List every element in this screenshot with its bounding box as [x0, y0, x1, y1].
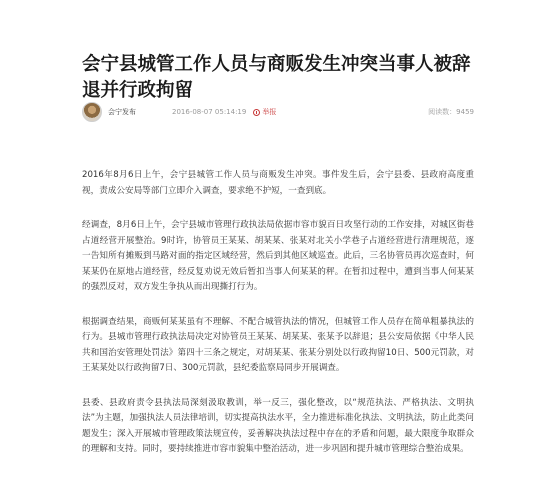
article-paragraph-2: 经调查，8月6日上午，会宁县城市管理行政执法局依据市容市貌百日攻坚行动的工作安排，对城区街巷占道经营开展整治。9时许，协管员王某某、胡某某、张某对北关小学巷子占道经营进行清理规范，逐一告知所有摊贩到马路对面的指定区域经营，然后到其他区域巡查。此后，三名协管员再次巡查时，何某某仍在原地占道经营，经反复劝说无效后暂扣当事人何某某的秤。在暂扣过程中，遭到当事人何某某的强烈反对，双方发生争执从而出现撕打行为。	[82, 220, 474, 292]
publish-date: 2016-08-07 05:14:19	[172, 108, 247, 116]
article-paragraph-1: 2016年8月6日上午，会宁县城管工作人员与商贩发生冲突。事件发生后，会宁县委、县政府高度重视，责成公安局等部门立即介入调查，要求绝不护短，一查到底。	[82, 170, 474, 196]
author-name[interactable]: 会宁发布	[108, 108, 136, 116]
report-link[interactable]	[253, 107, 276, 117]
view-count: 阅读数：9459	[428, 108, 474, 116]
article-paragraph-4: 县委、县政府责令县执法局深刻汲取教训，举一反三，强化整改，以“规范执法、严格执法、文明执法”为主题，加强执法人员法律培训，切实提高执法水平，全力推进标准化执法、文明执法，防止此类问题发生；深入开展城市管理政策法规宣传，妥善解决执法过程中存在的矛盾和问题，最大限度争取群众的理解和支持。同时，要持续推进市容市貌集中整治活动，进一步巩固和提升城市管理综合整治成果。	[82, 397, 474, 454]
author-avatar[interactable]	[82, 102, 102, 122]
article-meta	[82, 100, 474, 124]
article-body	[82, 168, 474, 458]
article-paragraph-3: 根据调查结果，商贩何某某虽有不理解、不配合城管执法的情况，但城管工作人员存在简单粗暴执法的行为。县城市管理行政执法局决定对协管员王某某、胡某某、张某予以辞退；县公安局依据《中华人民共和国治安管理处罚法》第四十三条之规定，对胡某某、张某分别处以行政拘留10日、500元罚款，对王某某处以行政拘留7日、300元罚款，县纪委监察局同步开展调查。	[82, 316, 474, 373]
report-icon	[253, 109, 260, 116]
report-label: 举报	[262, 108, 277, 116]
article-title: 会宁县城管工作人员与商贩发生冲突当事人被辞退并行政拘留	[82, 54, 471, 101]
